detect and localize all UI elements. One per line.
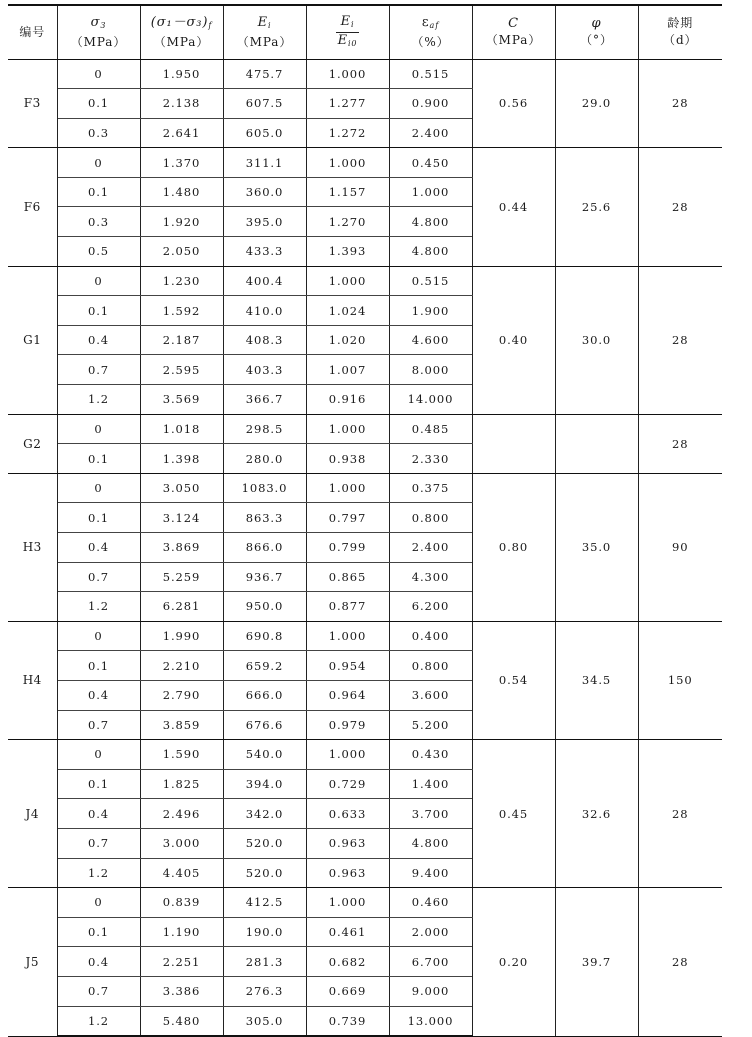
- table-row: [8, 473, 722, 503]
- friction-angle-cell: 29.0: [555, 59, 638, 148]
- peak-symbol: (σ₁－σ₃): [150, 14, 209, 30]
- header-age: [638, 5, 722, 59]
- peak-stress-cell: 3.859: [140, 710, 223, 740]
- age-cell: 90: [638, 473, 722, 621]
- cohesion-cell: 0.44: [472, 148, 555, 266]
- peak-stress-cell: 3.000: [140, 828, 223, 858]
- modulus-ratio-cell: 0.461: [306, 917, 389, 947]
- initial-modulus-cell: 520.0: [223, 858, 306, 888]
- failure-strain-cell: 0.900: [389, 89, 472, 119]
- sigma3-cell: 0.7: [57, 976, 140, 1006]
- peak-stress-cell: 2.790: [140, 680, 223, 710]
- cohesion-cell: 0.54: [472, 621, 555, 739]
- modulus-ratio-cell: 1.272: [306, 118, 389, 148]
- failure-strain-cell: 9.400: [389, 858, 472, 888]
- sigma3-cell: 0.3: [57, 207, 140, 237]
- modulus-ratio-cell: 0.739: [306, 1006, 389, 1036]
- peak-stress-cell: 1.398: [140, 444, 223, 474]
- peak-stress-cell: 2.251: [140, 947, 223, 977]
- cohesion-cell: 0.56: [472, 59, 555, 148]
- modulus-ratio-cell: 1.020: [306, 325, 389, 355]
- initial-modulus-cell: 690.8: [223, 621, 306, 651]
- sigma3-cell: 0.1: [57, 917, 140, 947]
- initial-modulus-cell: 410.0: [223, 296, 306, 326]
- modulus-ratio-cell: 0.682: [306, 947, 389, 977]
- failure-strain-cell: 0.450: [389, 148, 472, 178]
- failure-strain-cell: 1.000: [389, 177, 472, 207]
- failure-strain-cell: 0.460: [389, 888, 472, 918]
- initial-modulus-cell: 360.0: [223, 177, 306, 207]
- ei-symbol: E: [257, 14, 268, 30]
- peak-stress-cell: 1.018: [140, 414, 223, 444]
- sigma3-cell: 0: [57, 266, 140, 296]
- initial-modulus-cell: 936.7: [223, 562, 306, 592]
- header-friction-angle: [555, 5, 638, 59]
- modulus-ratio-cell: 1.024: [306, 296, 389, 326]
- sigma3-cell: 0.7: [57, 710, 140, 740]
- modulus-ratio-cell: 0.669: [306, 976, 389, 1006]
- modulus-ratio-cell: 0.954: [306, 651, 389, 681]
- age-unit: （d）: [663, 33, 698, 48]
- failure-strain-cell: 8.000: [389, 355, 472, 385]
- initial-modulus-cell: 400.4: [223, 266, 306, 296]
- friction-angle-cell: 30.0: [555, 266, 638, 414]
- sigma3-cell: 0.7: [57, 828, 140, 858]
- ratio-den-symbol: E: [337, 32, 348, 48]
- age-cell: 28: [638, 59, 722, 148]
- peak-stress-cell: 1.825: [140, 769, 223, 799]
- cohesion-cell: 0.20: [472, 888, 555, 1036]
- cohesion-cell: [472, 414, 555, 473]
- age-cell: 28: [638, 888, 722, 1036]
- initial-modulus-cell: 394.0: [223, 769, 306, 799]
- modulus-ratio-cell: 1.000: [306, 266, 389, 296]
- peak-stress-cell: 2.641: [140, 118, 223, 148]
- cohesion-symbol: C: [508, 16, 519, 32]
- peak-stress-cell: 2.210: [140, 651, 223, 681]
- modulus-ratio-cell: 1.000: [306, 888, 389, 918]
- ratio-denominator: [336, 33, 360, 51]
- failure-strain-cell: 6.700: [389, 947, 472, 977]
- sigma3-cell: 0: [57, 621, 140, 651]
- modulus-ratio-cell: 1.270: [306, 207, 389, 237]
- failure-strain-cell: 9.000: [389, 976, 472, 1006]
- modulus-ratio-cell: 1.000: [306, 414, 389, 444]
- age-cell: 150: [638, 621, 722, 739]
- ratio-den-sub: i0: [347, 38, 358, 48]
- friction-angle-cell: 35.0: [555, 473, 638, 621]
- modulus-ratio-cell: 0.729: [306, 769, 389, 799]
- modulus-ratio-cell: 1.000: [306, 621, 389, 651]
- peak-stress-cell: 3.569: [140, 385, 223, 415]
- initial-modulus-cell: 280.0: [223, 444, 306, 474]
- modulus-ratio-cell: 1.393: [306, 237, 389, 267]
- header-code-label: 编号: [19, 24, 46, 39]
- modulus-ratio-cell: 1.000: [306, 59, 389, 89]
- failure-strain-cell: 0.430: [389, 740, 472, 770]
- modulus-ratio-cell: 1.157: [306, 177, 389, 207]
- peak-stress-cell: 1.190: [140, 917, 223, 947]
- table-row: [8, 148, 722, 178]
- initial-modulus-cell: 605.0: [223, 118, 306, 148]
- ratio-num-symbol: E: [340, 13, 351, 29]
- failure-strain-cell: 0.800: [389, 503, 472, 533]
- peak-stress-cell: 6.281: [140, 592, 223, 622]
- peak-stress-cell: 4.405: [140, 858, 223, 888]
- failure-strain-cell: 0.800: [389, 651, 472, 681]
- sigma3-cell: 0: [57, 473, 140, 503]
- failure-strain-cell: 2.330: [389, 444, 472, 474]
- table-row: [8, 621, 722, 651]
- header-failure-strain: [389, 5, 472, 59]
- peak-stress-cell: 1.230: [140, 266, 223, 296]
- failure-strain-cell: 2.400: [389, 118, 472, 148]
- sigma3-cell: 0.7: [57, 562, 140, 592]
- failure-strain-cell: 0.375: [389, 473, 472, 503]
- sigma3-cell: 0.4: [57, 680, 140, 710]
- specimen-code-cell: H4: [8, 621, 57, 739]
- friction-unit: （°）: [580, 33, 613, 48]
- peak-stress-cell: 1.590: [140, 740, 223, 770]
- age-cell: 28: [638, 414, 722, 473]
- failure-strain-cell: 1.900: [389, 296, 472, 326]
- sigma3-unit: （MPa）: [70, 34, 127, 49]
- initial-modulus-cell: 412.5: [223, 888, 306, 918]
- failure-strain-cell: 4.300: [389, 562, 472, 592]
- sigma3-cell: 0: [57, 59, 140, 89]
- sigma3-cell: 0.4: [57, 325, 140, 355]
- failure-strain-cell: 3.700: [389, 799, 472, 829]
- sigma3-cell: 0.1: [57, 769, 140, 799]
- sigma3-cell: 0.4: [57, 947, 140, 977]
- table-row: [8, 266, 722, 296]
- header-peak-stress: [140, 5, 223, 59]
- initial-modulus-cell: 408.3: [223, 325, 306, 355]
- peak-stress-cell: 3.124: [140, 503, 223, 533]
- sigma3-cell: 0.1: [57, 651, 140, 681]
- sigma3-cell: 1.2: [57, 592, 140, 622]
- initial-modulus-cell: 433.3: [223, 237, 306, 267]
- modulus-ratio-cell: 1.000: [306, 473, 389, 503]
- modulus-ratio-cell: 0.865: [306, 562, 389, 592]
- initial-modulus-cell: 475.7: [223, 59, 306, 89]
- sigma3-cell: 0.4: [57, 799, 140, 829]
- age-label: 龄期: [667, 16, 694, 31]
- header-modulus-ratio: [306, 5, 389, 59]
- peak-stress-cell: 3.386: [140, 976, 223, 1006]
- modulus-ratio-cell: 0.916: [306, 385, 389, 415]
- initial-modulus-cell: 863.3: [223, 503, 306, 533]
- initial-modulus-cell: 520.0: [223, 828, 306, 858]
- modulus-ratio-cell: 0.797: [306, 503, 389, 533]
- specimen-code-cell: J5: [8, 888, 57, 1036]
- failure-strain-cell: 0.515: [389, 59, 472, 89]
- failure-strain-cell: 4.600: [389, 325, 472, 355]
- failure-strain-cell: 13.000: [389, 1006, 472, 1036]
- specimen-code-cell: G1: [8, 266, 57, 414]
- initial-modulus-cell: 311.1: [223, 148, 306, 178]
- peak-stress-cell: 1.990: [140, 621, 223, 651]
- ratio-num-sub: i: [350, 19, 355, 29]
- modulus-ratio-cell: 0.963: [306, 858, 389, 888]
- failure-strain-cell: 5.200: [389, 710, 472, 740]
- sigma3-sub: 3: [100, 20, 107, 30]
- peak-stress-cell: 2.050: [140, 237, 223, 267]
- header-initial-modulus: [223, 5, 306, 59]
- sigma3-cell: 0.4: [57, 533, 140, 563]
- table-header: [8, 5, 722, 59]
- initial-modulus-cell: 403.3: [223, 355, 306, 385]
- header-sigma3: [57, 5, 140, 59]
- initial-modulus-cell: 342.0: [223, 799, 306, 829]
- modulus-ratio-cell: 0.963: [306, 828, 389, 858]
- peak-stress-cell: 1.592: [140, 296, 223, 326]
- failure-strain-cell: 4.800: [389, 828, 472, 858]
- ei-unit: （MPa）: [236, 34, 293, 49]
- friction-angle-cell: 34.5: [555, 621, 638, 739]
- peak-stress-cell: 5.259: [140, 562, 223, 592]
- specimen-code-cell: F6: [8, 148, 57, 266]
- peak-sub: f: [208, 20, 213, 30]
- triaxial-test-table: [8, 4, 722, 1037]
- peak-stress-cell: 5.480: [140, 1006, 223, 1036]
- sigma3-cell: 0.1: [57, 503, 140, 533]
- failure-strain-cell: 2.000: [389, 917, 472, 947]
- peak-stress-cell: 2.595: [140, 355, 223, 385]
- ei-sub: i: [267, 20, 272, 30]
- peak-unit: （MPa）: [153, 34, 210, 49]
- friction-angle-cell: [555, 414, 638, 473]
- sigma3-symbol: σ: [90, 14, 101, 30]
- table-row: [8, 414, 722, 444]
- age-cell: 28: [638, 266, 722, 414]
- sigma3-cell: 0.1: [57, 177, 140, 207]
- peak-stress-cell: 2.138: [140, 89, 223, 119]
- strain-sub: af: [429, 20, 440, 30]
- initial-modulus-cell: 676.6: [223, 710, 306, 740]
- cohesion-cell: 0.45: [472, 740, 555, 888]
- sigma3-cell: 0: [57, 148, 140, 178]
- modulus-ratio-cell: 1.277: [306, 89, 389, 119]
- sigma3-cell: 0.1: [57, 296, 140, 326]
- peak-stress-cell: 3.050: [140, 473, 223, 503]
- initial-modulus-cell: 666.0: [223, 680, 306, 710]
- table-row: [8, 888, 722, 918]
- initial-modulus-cell: 540.0: [223, 740, 306, 770]
- initial-modulus-cell: 395.0: [223, 207, 306, 237]
- failure-strain-cell: 14.000: [389, 385, 472, 415]
- failure-strain-cell: 0.485: [389, 414, 472, 444]
- failure-strain-cell: 0.400: [389, 621, 472, 651]
- friction-angle-cell: 39.7: [555, 888, 638, 1036]
- specimen-code-cell: F3: [8, 59, 57, 148]
- peak-stress-cell: 2.496: [140, 799, 223, 829]
- sigma3-cell: 0: [57, 414, 140, 444]
- sigma3-cell: 0: [57, 740, 140, 770]
- initial-modulus-cell: 607.5: [223, 89, 306, 119]
- age-cell: 28: [638, 740, 722, 888]
- initial-modulus-cell: 281.3: [223, 947, 306, 977]
- peak-stress-cell: 2.187: [140, 325, 223, 355]
- friction-angle-cell: 25.6: [555, 148, 638, 266]
- sigma3-cell: 1.2: [57, 1006, 140, 1036]
- header-cohesion: [472, 5, 555, 59]
- failure-strain-cell: 6.200: [389, 592, 472, 622]
- modulus-ratio-cell: 1.000: [306, 740, 389, 770]
- failure-strain-cell: 3.600: [389, 680, 472, 710]
- sigma3-cell: 1.2: [57, 858, 140, 888]
- modulus-ratio-cell: 0.979: [306, 710, 389, 740]
- sigma3-cell: 1.2: [57, 385, 140, 415]
- failure-strain-cell: 2.400: [389, 533, 472, 563]
- specimen-code-cell: H3: [8, 473, 57, 621]
- modulus-ratio-cell: 1.007: [306, 355, 389, 385]
- header-row: [8, 5, 722, 59]
- initial-modulus-cell: 190.0: [223, 917, 306, 947]
- initial-modulus-cell: 276.3: [223, 976, 306, 1006]
- sigma3-cell: 0.1: [57, 444, 140, 474]
- initial-modulus-cell: 950.0: [223, 592, 306, 622]
- strain-unit: （%）: [411, 34, 450, 49]
- sigma3-cell: 0.7: [57, 355, 140, 385]
- cohesion-cell: 0.40: [472, 266, 555, 414]
- table-row: [8, 740, 722, 770]
- cohesion-cell: 0.80: [472, 473, 555, 621]
- failure-strain-cell: 4.800: [389, 207, 472, 237]
- ratio-numerator: [336, 14, 360, 33]
- modulus-ratio-cell: 0.633: [306, 799, 389, 829]
- initial-modulus-cell: 659.2: [223, 651, 306, 681]
- failure-strain-cell: 4.800: [389, 237, 472, 267]
- peak-stress-cell: 1.920: [140, 207, 223, 237]
- sigma3-cell: 0.5: [57, 237, 140, 267]
- data-table-sheet: [8, 4, 722, 1037]
- initial-modulus-cell: 1083.0: [223, 473, 306, 503]
- peak-stress-cell: 1.370: [140, 148, 223, 178]
- modulus-ratio-cell: 0.799: [306, 533, 389, 563]
- sigma3-cell: 0.1: [57, 89, 140, 119]
- age-cell: 28: [638, 148, 722, 266]
- peak-stress-cell: 1.480: [140, 177, 223, 207]
- peak-stress-cell: 3.869: [140, 533, 223, 563]
- initial-modulus-cell: 305.0: [223, 1006, 306, 1036]
- modulus-ratio-cell: 0.877: [306, 592, 389, 622]
- initial-modulus-cell: 298.5: [223, 414, 306, 444]
- modulus-ratio-cell: 0.964: [306, 680, 389, 710]
- header-code: [8, 5, 57, 59]
- failure-strain-cell: 0.515: [389, 266, 472, 296]
- table-body: [8, 59, 722, 1036]
- initial-modulus-cell: 866.0: [223, 533, 306, 563]
- strain-symbol: ε: [421, 14, 430, 30]
- modulus-ratio-fraction: [336, 14, 360, 51]
- friction-symbol: φ: [591, 16, 602, 32]
- specimen-code-cell: J4: [8, 740, 57, 888]
- modulus-ratio-cell: 0.938: [306, 444, 389, 474]
- specimen-code-cell: G2: [8, 414, 57, 473]
- failure-strain-cell: 1.400: [389, 769, 472, 799]
- cohesion-unit: （MPa）: [485, 33, 542, 48]
- peak-stress-cell: 1.950: [140, 59, 223, 89]
- sigma3-cell: 0.3: [57, 118, 140, 148]
- sigma3-cell: 0: [57, 888, 140, 918]
- initial-modulus-cell: 366.7: [223, 385, 306, 415]
- modulus-ratio-cell: 1.000: [306, 148, 389, 178]
- table-row: [8, 59, 722, 89]
- friction-angle-cell: 32.6: [555, 740, 638, 888]
- peak-stress-cell: 0.839: [140, 888, 223, 918]
